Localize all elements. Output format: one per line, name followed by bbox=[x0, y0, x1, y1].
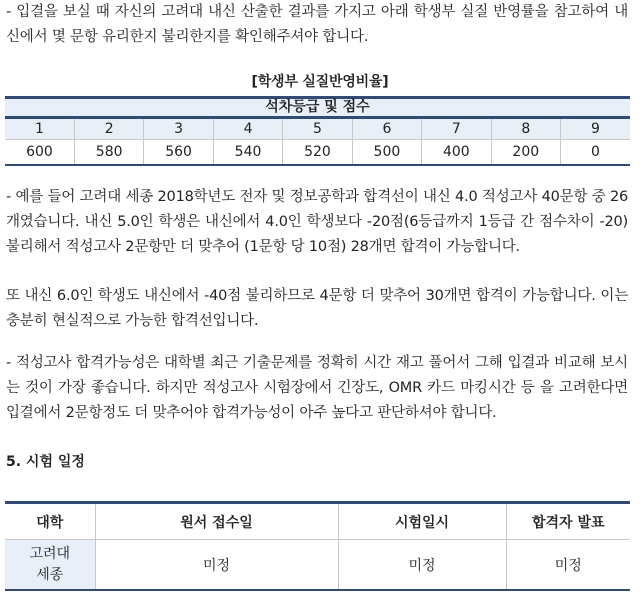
score-cell: 560 bbox=[144, 140, 213, 166]
score-cell: 0 bbox=[561, 140, 631, 166]
schedule-table bbox=[5, 501, 630, 591]
grade-cell: 4 bbox=[213, 118, 282, 140]
grade-cell: 7 bbox=[422, 118, 491, 140]
university-cell bbox=[5, 540, 95, 591]
advice-paragraph: - 적성고사 합격가능성은 대학별 최근 기출문제를 정확히 시간 재고 풀어서 그해 입결과 비교해 보시는 것이 가장 좋습니다. 하지만 적성고사 시험장에서 긴장도, OMR 카드 마킹시간 등 을 고려한다면 입결에서 2문항정도 더 맞추어야 합격가능성이 아주 높다고 판단하셔야 합니다. bbox=[6, 355, 628, 421]
score-cell: 500 bbox=[352, 140, 421, 166]
grade-row bbox=[5, 118, 630, 140]
example-paragraph: - 예를 들어 고려대 세종 2018학년도 전자 및 정보공학과 합격선이 내신 4.0 적성고사 40문항 중 26개였습니다. 내신 5.0인 학생은 내신에서 4.0인 학생보다 -20점(6등급까지 1등급 간 점수차이 -20) 불리해서 적성고사 2문항만 더 맞추어 (1문항 당 10점) 28개면 합격이 가능합니다. bbox=[6, 189, 628, 255]
score-cell: 580 bbox=[74, 140, 143, 166]
score-row bbox=[5, 140, 630, 166]
header-university: 대학 bbox=[5, 503, 95, 540]
result-date-cell: 미정 bbox=[506, 540, 630, 591]
header-application-date: 원서 접수일 bbox=[95, 503, 338, 540]
followup-paragraph: 또 내신 6.0인 학생도 내신에서 -40점 불리하므로 4문항 더 맞추어 30개면 합격이 가능합니다. 이는 충분히 현실적으로 가능한 합격선입니다. bbox=[6, 288, 628, 329]
score-cell: 600 bbox=[5, 140, 74, 166]
grade-score-table bbox=[5, 96, 630, 166]
grade-cell: 9 bbox=[561, 118, 631, 140]
score-cell: 540 bbox=[213, 140, 282, 166]
grade-cell: 8 bbox=[491, 118, 560, 140]
exam-date-cell: 미정 bbox=[338, 540, 506, 591]
university-name-line1: 고려대 bbox=[29, 545, 71, 562]
intro-paragraph: - 입결을 보실 때 자신의 고려대 내신 산출한 결과를 가지고 아래 학생부 실질 반영률을 참고하여 내신에서 몇 문항 유리한지 불리한지를 확인해주셔야 합니다. bbox=[6, 4, 628, 45]
schedule-header-row bbox=[5, 503, 630, 540]
score-cell: 400 bbox=[422, 140, 491, 166]
score-cell: 520 bbox=[283, 140, 352, 166]
section-title: 5. 시험 일정 bbox=[6, 454, 85, 470]
header-exam-date: 시험일시 bbox=[338, 503, 506, 540]
score-cell: 200 bbox=[491, 140, 560, 166]
table-title: [학생부 실질반영비율] bbox=[251, 74, 389, 90]
application-date-cell: 미정 bbox=[95, 540, 338, 591]
grade-cell: 6 bbox=[352, 118, 421, 140]
grade-cell: 2 bbox=[74, 118, 143, 140]
header-result-announcement: 합격자 발표 bbox=[506, 503, 630, 540]
schedule-row bbox=[5, 540, 630, 591]
university-name-line2: 세종 bbox=[36, 566, 64, 583]
grade-cell: 1 bbox=[5, 118, 74, 140]
table-header: 석차등급 및 점수 bbox=[5, 98, 630, 118]
grade-cell: 5 bbox=[283, 118, 352, 140]
grade-cell: 3 bbox=[144, 118, 213, 140]
